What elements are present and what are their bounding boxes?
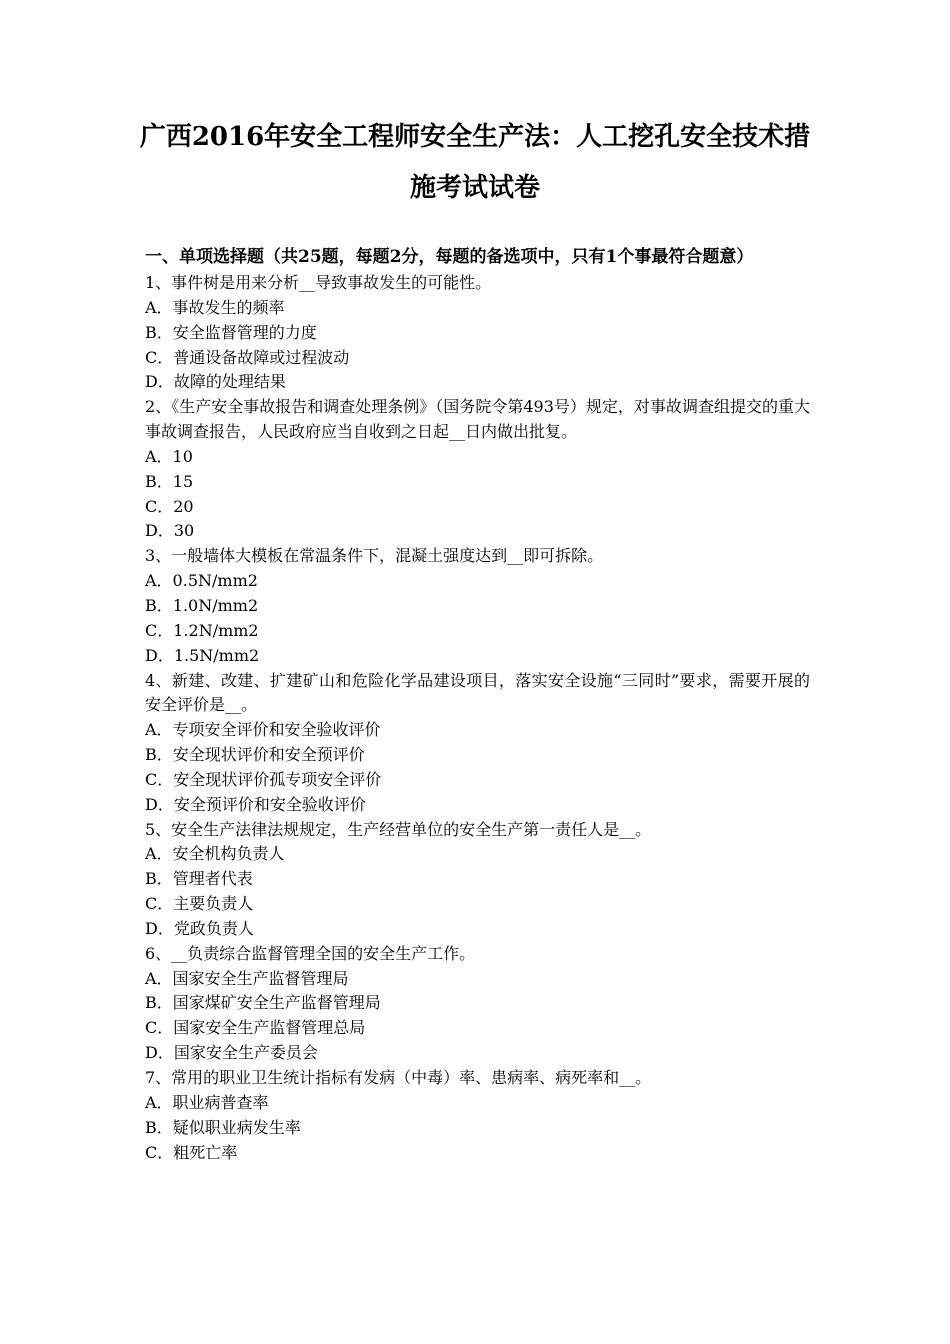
question-text: 7、常用的职业卫生统计指标有发病（中毒）率、患病率、病死率和__。 bbox=[145, 1068, 652, 1087]
option-d: D．30 bbox=[145, 521, 195, 541]
question-6 bbox=[145, 942, 810, 1066]
question-3 bbox=[145, 544, 810, 668]
option-b: B．安全现状评价和安全预评价 bbox=[145, 745, 365, 765]
question-text: 6、__负责综合监督管理全国的安全生产工作。 bbox=[145, 943, 476, 963]
option-d: D．党政负责人 bbox=[145, 918, 254, 938]
document-content bbox=[145, 246, 810, 1165]
question-1 bbox=[145, 271, 810, 395]
question-text: 2、《生产安全事故报告和调查处理条例》（国务院令第493号）规定，对事故调查组提交的重大事故调查报告，人民政府应当自收到之日起__日内做出批复。 bbox=[145, 397, 810, 442]
option-a: A．安全机构负责人 bbox=[145, 844, 285, 864]
question-text: 1、事件树是用来分析__导致事故发生的可能性。 bbox=[145, 273, 492, 292]
option-b: B．安全监督管理的力度 bbox=[145, 322, 317, 342]
option-b: B．15 bbox=[145, 471, 194, 491]
option-c: C．1.2N/mm2 bbox=[145, 620, 259, 640]
question-7 bbox=[145, 1066, 810, 1165]
section-heading: 一、单项选择题（共25题，每题2分，每题的备选项中，只有1个事最符合题意） bbox=[145, 247, 754, 267]
question-text: 5、安全生产法律法规规定，生产经营单位的安全生产第一责任人是__。 bbox=[145, 819, 652, 839]
option-c: C．普通设备故障或过程波动 bbox=[145, 347, 350, 367]
question-4 bbox=[145, 669, 810, 818]
option-c: C．20 bbox=[145, 496, 194, 516]
option-a: A．0.5N/mm2 bbox=[145, 571, 258, 591]
question-5 bbox=[145, 818, 810, 942]
option-a: A．职业病普查率 bbox=[145, 1092, 269, 1112]
option-d: D．安全预评价和安全验收评价 bbox=[145, 794, 366, 814]
option-a: A．事故发生的频率 bbox=[145, 297, 285, 317]
option-d: D．1.5N/mm2 bbox=[145, 645, 260, 665]
option-c: C．安全现状评价孤专项安全评价 bbox=[145, 769, 382, 789]
option-c: C．主要负责人 bbox=[145, 894, 254, 914]
option-c: C．粗死亡率 bbox=[145, 1142, 238, 1162]
option-a: A．10 bbox=[145, 446, 193, 466]
document-title-line-1: 广西2016年安全工程师安全生产法：人工挖孔安全技术措 bbox=[139, 122, 811, 152]
question-list bbox=[145, 271, 810, 1165]
option-b: B．国家煤矿安全生产监督管理局 bbox=[145, 993, 381, 1013]
option-b: B．管理者代表 bbox=[145, 869, 253, 889]
option-d: D．故障的处理结果 bbox=[145, 372, 286, 392]
option-b: B．1.0N/mm2 bbox=[145, 595, 259, 615]
question-text: 3、一般墙体大模板在常温条件下，混凝土强度达到__即可拆除。 bbox=[145, 546, 604, 566]
option-c: C．国家安全生产监督管理总局 bbox=[145, 1018, 366, 1038]
option-b: B．疑似职业病发生率 bbox=[145, 1117, 301, 1137]
question-2 bbox=[145, 395, 810, 544]
option-d: D．国家安全生产委员会 bbox=[145, 1043, 318, 1063]
option-a: A．专项安全评价和安全验收评价 bbox=[145, 720, 381, 740]
document-title-line-2: 施考试试卷 bbox=[409, 173, 540, 203]
option-a: A．国家安全生产监督管理局 bbox=[145, 968, 349, 988]
question-text: 4、新建、改建、扩建矿山和危险化学品建设项目，落实安全设施“三同时”要求，需要开展的安全评价是__。 bbox=[145, 670, 810, 715]
